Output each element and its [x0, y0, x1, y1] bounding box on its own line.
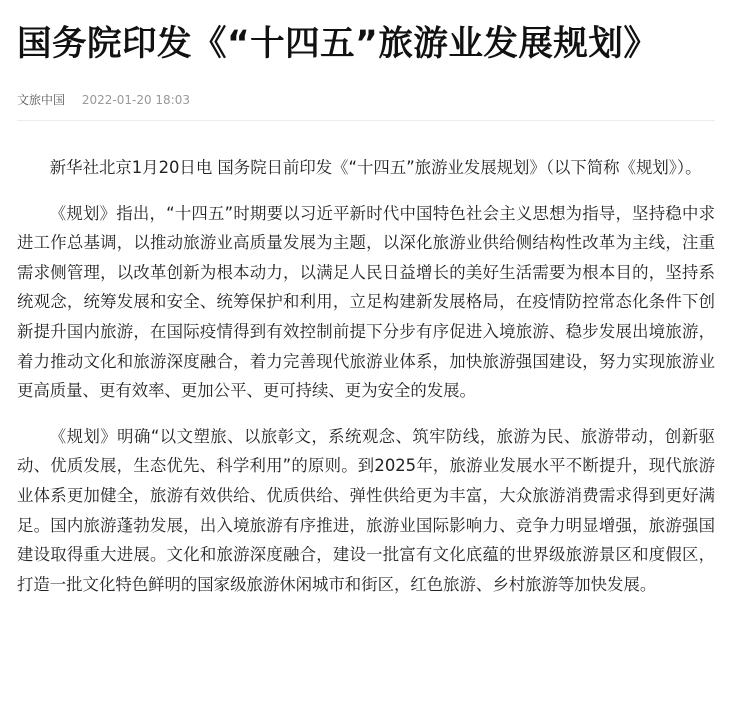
- paragraph-1: 新华社北京1月20日电 国务院日前印发《“十四五”旅游业发展规划》（以下简称《规划》）。: [49, 158, 702, 177]
- article-meta: [17, 92, 715, 108]
- article-time: 2022-01-20 18:03: [81, 93, 190, 107]
- paragraph-3: 《规划》明确“以文塑旅、以旅彰文，系统观念、筑牢防线，旅游为民、旅游带动，创新驱动、优质发展，生态优先、科学利用”的原则。到2025年，旅游业发展水平不断提升，现代旅游业体系更加健全，旅游有效供给、优质供给、弹性供给更为丰富，大众旅游消费需求得到更好满足。国内旅游蓬勃发展，出入境旅游有序推进，旅游业国际影响力、竞争力明显增强，旅游强国建设取得重大进展。文化和旅游深度融合，建设一批富有文化底蕴的世界级旅游景区和度假区，打造一批文化特色鲜明的国家级旅游休闲城市和街区，红色旅游、乡村旅游等加快发展。: [17, 426, 715, 594]
- meta-divider: [17, 120, 715, 121]
- article-source[interactable]: 文旅中国: [17, 93, 66, 107]
- article-body: [17, 153, 715, 599]
- paragraph-2: 《规划》指出，“十四五”时期要以习近平新时代中国特色社会主义思想为指导，坚持稳中求进工作总基调，以推动旅游业高质量发展为主题，以深化旅游业供给侧结构性改革为主线，注重需求侧管理，以改革创新为根本动力，以满足人民日益增长的美好生活需要为根本目的，坚持系统观念，统筹发展和安全、统筹保护和利用，立足构建新发展格局，在疫情防控常态化条件下创新提升国内旅游，在国际疫情得到有效控制前提下分步有序促进入境旅游、稳步发展出境旅游，着力推动文化和旅游深度融合，着力完善现代旅游业体系，加快旅游强国建设，努力实现旅游业更高质量、更有效率、更加公平、更可持续、更为安全的发展。: [17, 203, 715, 401]
- article-title: 国务院印发《“十四五”旅游业发展规划》: [17, 24, 659, 64]
